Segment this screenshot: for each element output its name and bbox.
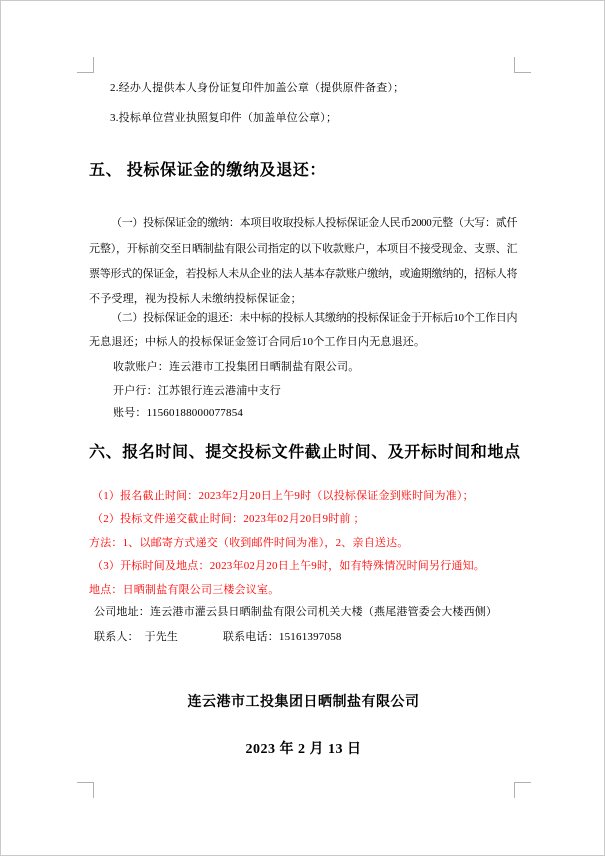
company-address-line: 公司地址：连云港市灌云县日晒制盐有限公司机关大楼（燕尾港管委会大楼西侧） — [94, 606, 498, 618]
paragraph-line: （二）投标保证金的退还：未中标的投标人其缴纳的投标保证金于开标后10个工作日内 — [111, 312, 517, 324]
paragraph-line: 票等形式的保证金，若投标人未从企业的法人基本存款账户缴纳，或逾期缴纳的，招标人将 — [89, 268, 517, 280]
section5-heading: 五、 投标保证金的缴纳及退还： — [89, 162, 327, 179]
paragraph-line: 元整），开标前交至日晒制盐有限公司指定的以下收款账户，本项目不接受现金、支票、汇 — [89, 243, 517, 255]
contact-line: 联系人： 于先生 联系电话：15161397058 — [94, 631, 342, 643]
paragraph-line: 不予受理，视为投标人未缴纳投标保证金； — [89, 293, 302, 305]
deadline-submit-line: （2）投标文件递交截止时间：2023年02月20日9时前 ； — [92, 513, 365, 525]
account-name-line: 收款账户：连云港市工投集团日晒制盐有限公司。 — [113, 361, 360, 373]
bank-branch-line: 开户行：江苏银行连云港浦中支行 — [113, 385, 281, 397]
section6-heading: 六、报名时间、提交投标文件截止时间、及开标时间和地点 — [89, 444, 521, 461]
intro-line: 3.投标单位营业执照复印件（加盖单位公章）； — [110, 112, 338, 124]
submit-method-line: 方法：1、以邮寄方式递交（收到邮件时间为准），2、亲自送达。 — [89, 537, 409, 549]
paragraph-line: 无息退还；中标人的投标保证金签订合同后10个工作日内无息退还。 — [89, 336, 426, 348]
deadline-signup-line: （1）报名截止时间：2023年2月20日上午9时（以投标保证金到账时间为准）； — [92, 490, 474, 502]
footer-date: 2023 年 2 月 13 日 — [245, 742, 362, 757]
bid-opening-place-line: 地点：日晒制盐有限公司三楼会议室。 — [89, 584, 280, 596]
account-number-line: 账号：11560188000077854 — [113, 407, 244, 419]
bid-opening-time-line: （3）开标时间及地点：2023年02月20日上午9时，如有特殊情况时间另行通知。 — [92, 560, 485, 572]
paragraph-line: （一）投标保证金的缴纳：本项目收取投标人投标保证金人民币2000元整（大写：贰仟 — [111, 217, 517, 229]
footer-company-name: 连云港市工投集团日晒制盐有限公司 — [187, 695, 420, 710]
margin-corner-mark-bottom-left — [77, 782, 94, 798]
margin-corner-mark-bottom-right — [514, 782, 531, 798]
margin-corner-mark-top-right — [514, 57, 531, 73]
margin-corner-mark-top-left — [77, 57, 94, 73]
intro-line: 2.经办人提供本人身份证复印件加盖公章（提供原件备查）； — [110, 82, 405, 94]
